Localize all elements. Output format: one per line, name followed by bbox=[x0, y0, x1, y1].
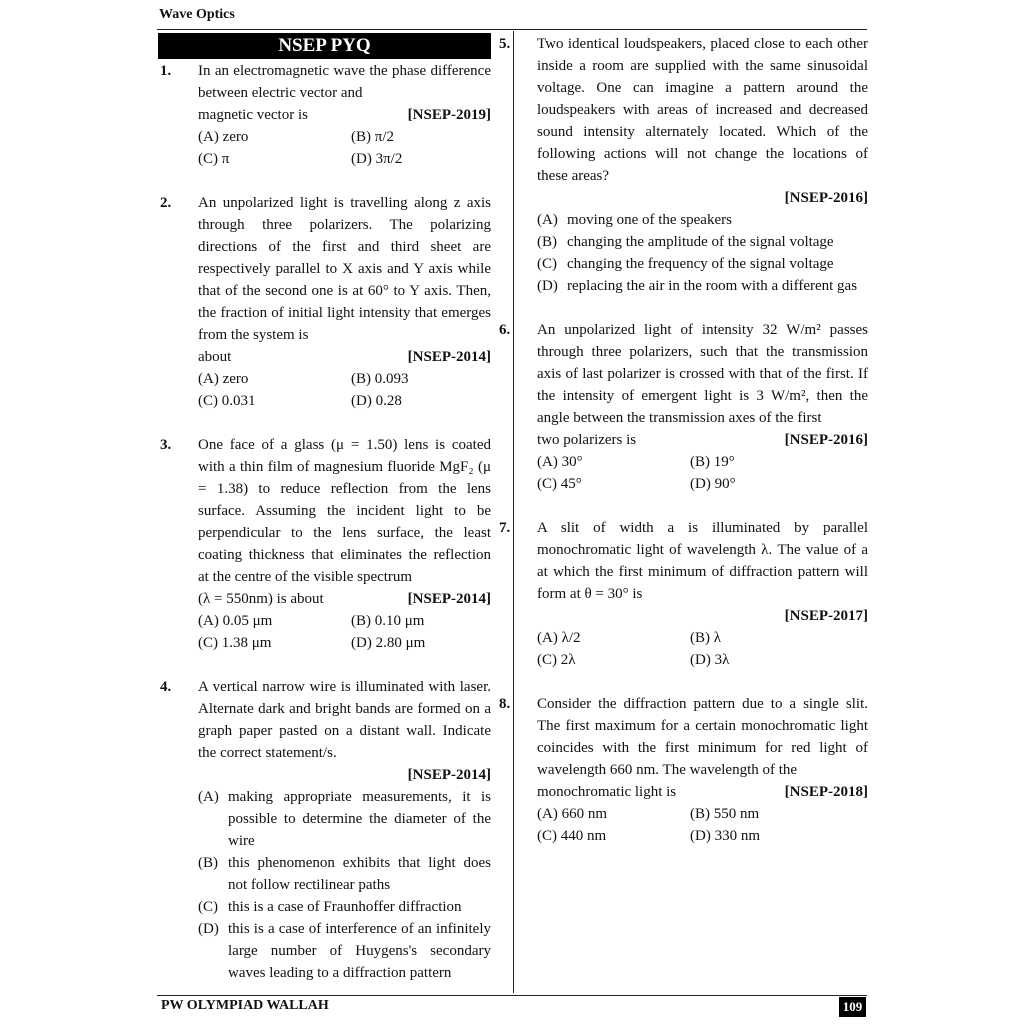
option-b[interactable]: (B) 550 nm bbox=[690, 806, 760, 822]
options bbox=[198, 368, 491, 412]
option-text: moving one of the speakers bbox=[567, 212, 732, 228]
option-c[interactable]: (C) 2λ bbox=[537, 652, 576, 668]
question-last-line bbox=[198, 346, 491, 368]
question-text: An unpolarized light is travelling along z axis through three polarizers. The polarizing directions of the first and third sheet are respectively parallel to X axis and Y axis while that of the second one is at 60° to Y axis. Then, the fraction of initial light intensity that emerges from the system is bbox=[198, 195, 491, 343]
option-b[interactable]: (B) λ bbox=[690, 630, 722, 646]
question-3 bbox=[158, 434, 491, 654]
options bbox=[198, 610, 491, 654]
options bbox=[537, 627, 868, 671]
option-a[interactable]: (A) 30° bbox=[537, 454, 583, 470]
option-a[interactable]: (A) zero bbox=[198, 371, 249, 387]
right-column bbox=[499, 33, 868, 847]
option-b[interactable]: (B) π/2 bbox=[351, 129, 394, 145]
option-d[interactable] bbox=[537, 275, 868, 297]
question-text: Two identical loudspeakers, placed close to each other inside a room are supplied with the same sinusoidal voltage. One can imagine a pattern around the loudspeakers with areas of increased and decreased sound intensity alternately located. Which of the following actions will not change the locations of these areas? bbox=[537, 36, 868, 184]
question-text: One face of a glass (μ = 1.50) lens is coated with a thin film of magnesium fluoride MgF₂ (μ = 1.38) to reduce reflection from the lens surface. Assuming the incident light to be perpendicular to the lens surface, the least coating thickness that eliminates the reflection at the centre of the visible spectrum bbox=[198, 437, 491, 585]
question-text-end: magnetic vector is bbox=[198, 107, 308, 123]
question-text-end: two polarizers is bbox=[537, 432, 637, 448]
option-text: changing the frequency of the signal voltage bbox=[567, 256, 834, 272]
question-1 bbox=[158, 60, 491, 170]
question-number: 8. bbox=[499, 696, 511, 712]
options bbox=[198, 786, 491, 984]
question-number: 2. bbox=[160, 195, 172, 211]
option-a[interactable]: (A) λ/2 bbox=[537, 630, 581, 646]
option-c[interactable]: (C) 45° bbox=[537, 476, 582, 492]
option-c[interactable] bbox=[198, 896, 491, 918]
question-text: Consider the diffraction pattern due to a single slit. The first maximum for a certain monochromatic light coincides with the first minimum for red light of wavelength 660 nm. The wavelength of the bbox=[537, 696, 868, 778]
option-d[interactable]: (D) 2.80 μm bbox=[351, 635, 426, 651]
exam-tag: [NSEP-2014] bbox=[407, 349, 491, 365]
option-a[interactable] bbox=[537, 209, 868, 231]
option-text: this is a case of Fraunhoffer diffraction bbox=[228, 899, 462, 915]
question-number: 1. bbox=[160, 63, 172, 79]
option-label: (A) bbox=[537, 212, 558, 228]
exam-tag: [NSEP-2018] bbox=[784, 784, 868, 800]
question-7 bbox=[497, 517, 868, 671]
options bbox=[198, 126, 491, 170]
option-d[interactable]: (D) 90° bbox=[690, 476, 736, 492]
option-a[interactable]: (A) 660 nm bbox=[537, 806, 607, 822]
exam-tag: [NSEP-2016] bbox=[784, 190, 868, 206]
exam-tag: [NSEP-2014] bbox=[407, 591, 491, 607]
question-number: 5. bbox=[499, 36, 511, 52]
option-label: (D) bbox=[537, 278, 558, 294]
question-number: 3. bbox=[160, 437, 172, 453]
options bbox=[537, 803, 868, 847]
option-a[interactable]: (A) zero bbox=[198, 129, 249, 145]
question-2 bbox=[158, 192, 491, 412]
option-label: (A) bbox=[198, 789, 219, 805]
question-text-end: (λ = 550nm) is about bbox=[198, 591, 324, 607]
question-text-end: monochromatic light is bbox=[537, 784, 677, 800]
option-label: (B) bbox=[537, 234, 557, 250]
question-number: 6. bbox=[499, 322, 511, 338]
question-5 bbox=[497, 33, 868, 297]
question-last-line bbox=[537, 781, 868, 803]
question-text: A slit of width a is illuminated by parallel monochromatic light of wavelength λ. The value of a at which the first minimum of diffraction pattern will form at θ = 30° is bbox=[537, 520, 868, 602]
option-c[interactable]: (C) 0.031 bbox=[198, 393, 256, 409]
option-text: replacing the air in the room with a different gas bbox=[567, 278, 858, 294]
option-b[interactable] bbox=[537, 231, 868, 253]
option-c[interactable]: (C) 440 nm bbox=[537, 828, 607, 844]
exam-tag: [NSEP-2016] bbox=[784, 432, 868, 448]
question-8 bbox=[497, 693, 868, 847]
option-c[interactable]: (C) 1.38 μm bbox=[198, 635, 272, 651]
option-b[interactable]: (B) 0.10 μm bbox=[351, 613, 425, 629]
option-d[interactable]: (D) 330 nm bbox=[690, 828, 760, 844]
option-b[interactable]: (B) 0.093 bbox=[351, 371, 409, 387]
footer-rule bbox=[157, 995, 867, 996]
option-text: making appropriate measurements, it is possible to determine the diameter of the wire bbox=[228, 789, 491, 849]
question-number: 7. bbox=[499, 520, 511, 536]
option-d[interactable] bbox=[198, 918, 491, 984]
question-last-line bbox=[537, 429, 868, 451]
option-label: (D) bbox=[198, 921, 219, 937]
question-text: In an electromagnetic wave the phase difference between electric vector and bbox=[198, 63, 491, 101]
option-text: this phenomenon exhibits that light does not follow rectilinear paths bbox=[228, 855, 491, 893]
chapter-title: Wave Optics bbox=[159, 7, 235, 22]
option-d[interactable]: (D) 3π/2 bbox=[351, 151, 403, 167]
options bbox=[537, 209, 868, 297]
left-column bbox=[158, 33, 491, 984]
question-text: An unpolarized light of intensity 32 W/m² passes through three polarizers, such that the transmission axis of last polarizer is crossed with that of the first. If the intensity of emergent light is 3 W/m², then the angle between the transmission axes of the first bbox=[537, 322, 868, 426]
question-4 bbox=[158, 676, 491, 984]
section-banner: NSEP PYQ bbox=[158, 33, 491, 59]
question-number: 4. bbox=[160, 679, 172, 695]
option-b[interactable]: (B) 19° bbox=[690, 454, 735, 470]
option-d[interactable]: (D) 3λ bbox=[690, 652, 730, 668]
option-a[interactable] bbox=[198, 786, 491, 852]
option-label: (B) bbox=[198, 855, 218, 871]
header-rule bbox=[157, 29, 867, 30]
options bbox=[537, 451, 868, 495]
option-label: (C) bbox=[537, 256, 557, 272]
option-label: (C) bbox=[198, 899, 218, 915]
option-text: this is a case of interference of an infinitely large number of Huygens's secondary waves leading to a diffraction pattern bbox=[228, 921, 491, 981]
option-text: changing the amplitude of the signal voltage bbox=[567, 234, 834, 250]
question-last-line bbox=[198, 104, 491, 126]
page-number: 109 bbox=[839, 997, 866, 1017]
option-b[interactable] bbox=[198, 852, 491, 896]
exam-tag: [NSEP-2017] bbox=[784, 608, 868, 624]
exam-tag: [NSEP-2019] bbox=[407, 107, 491, 123]
option-a[interactable]: (A) 0.05 μm bbox=[198, 613, 273, 629]
option-c[interactable]: (C) π bbox=[198, 151, 230, 167]
question-6 bbox=[497, 319, 868, 495]
footer-publisher: PW OLYMPIAD WALLAH bbox=[161, 998, 329, 1013]
question-last-line bbox=[198, 588, 491, 610]
option-c[interactable] bbox=[537, 253, 868, 275]
question-text-end: about bbox=[198, 349, 232, 365]
option-d[interactable]: (D) 0.28 bbox=[351, 393, 402, 409]
exam-tag: [NSEP-2014] bbox=[407, 767, 491, 783]
question-text: A vertical narrow wire is illuminated with laser. Alternate dark and bright bands are formed on a graph paper pasted on a distant wall. Indicate the correct statement/s. bbox=[198, 679, 491, 761]
